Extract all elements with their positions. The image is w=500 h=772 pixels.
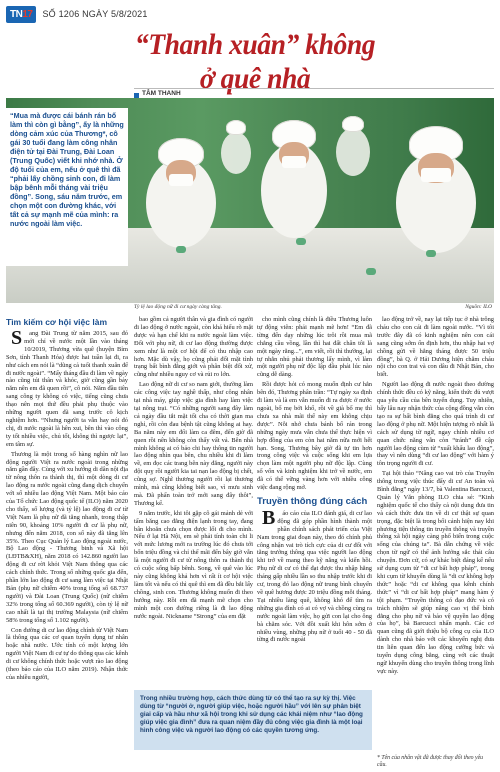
paragraph: Tại hội thảo “Nâng cao vai trò của Truyền thông trong việc thúc đẩy di cư An toàn và Bình đẳng” ngày 13/7, bà Valentina Barcucci, Quản lý Văn phòng ILO chia sẻ: “Kinh nghiệm quốc tế cho thấy cả nội dung đưa tin và cách thức đưa tin về di cư thật sự quan trọng, đặc biệt là trong bối cảnh hiện nay khi phương tiện thông tin truyền thông và truyền thông xã hội ngày càng phổ biến trong cuộc sống của chúng ta”. Bà dẫn chứng về việc chọn từ ngữ có thể ảnh hưởng sắc thái câu chuyện. Đơn cử, có sự khác biệt đáng kể nếu sử dụng cụm từ “di cư bất hợp pháp”, trong khi cụm từ khuyến dùng là “di cư không hợp thức” hoặc “di cư không qua kênh chính thức” vì “di cư bất hợp pháp” mang hàm ý tội phạm. “Truyền thông có đạo đức và có trách nhiệm sẽ giúp nâng cao vị thế bình đẳng cho phụ nữ và bảo vệ quyền lao động của họ”, bà Barcucci nhấn mạnh. Các cơ quan cũng đã giới thiệu bộ công cụ của ILO dành cho nhà báo với các khuyến nghị đưa tin liên quan đến lao động cưỡng bức và tuyển dụng công bằng, cùng với các thuật ngữ khuyến dùng cho truyền thông trong lĩnh vực này. [377,470,495,675]
section-subhead: Tìm kiếm cơ hội việc làm [6,317,107,327]
author-name: TÂM THANH [142,90,181,97]
article-column-4 [377,316,494,678]
article-column-3 [257,316,372,646]
footnote: * Tên của nhân vật đã được thay đổi theo yêu cầu. [377,755,484,768]
callout-box: Trong nhiều trường hợp, cách thức dùng từ có thể tạo ra sự kỳ thị. Việc dùng từ “người ở, người giúp việc, hoặc người hầu” với lên sự phân biệt giai cấp và hầu như xã hội trong khi sử dụng các khái niệm như “lao động giúp việc gia đình” đưa ra quan niệm đầy đủ công việc gia đình là một loại hình công việc và người lao động có các quyền tương ứng. [134,690,372,750]
paragraph: Người lao động đi nước ngoài theo đường chính thức đều có kỹ năng, kiến thức đủ vượt qua yêu cầu của bên tuyển dụng. Tuy nhiên, bấy lâu nay nhận thức của cộng đồng vẫn còn tạo ra sự bất bình đẳng cho quá trình di cư lao động ở phụ nữ. Một hiện tượng rõ nhất là cách sử dụng từ ngữ, ngay chính nhiều cơ quan chức năng vẫn còn “tránh” đề cập người lao động cùm từ “xuất khẩu lao động”, thay vì nên dùng “đi cư lao động” với hàm ý tôn trọng người đi cư. [377,381,494,468]
paragraph: Báo cáo của ILO đánh giá, di cư lao động đã góp phần hình thành một phần chính sách phát triển của Việt Nam trong giai đoạn này, theo đó chính phủ công nhận vai trò tích cực của di cư đối với tăng trưởng thông qua việc người lao động khi trở về mang theo kỹ năng và kiến hồi. Phụ nữ di cư có thể đạt được thu nhập hằng tháng gấp nhiều lần so thu nhập trước khi đi cư, trong đó lao động nữ trung bình chuyển về quê hương được 20 triệu đồng mỗi tháng. Tại nhiều làng quê, không khó để tìm ra những gia đình có ai có vợ và chồng cùng ra nước ngoài làm việc, họ gửi con lại cho ông bà chăm sóc. Với đồi xuất khi hôn sớm ở nhiều vùng, những phụ nữ ở tuổi 40 - 50 đã từng đi nước ngoài [257,506,372,644]
photo-glove [296,238,306,245]
paragraph: Con đường di cư lao động chính từ Việt Nam là thông qua các cơ quan tuyển dụng tư nhân hoặc nhà nước. Ước tính có một lượng lớn người Việt Nam đi cư tự do thông qua các kênh di cư không chính thức hoặc vượt rào lao động (theo báo cáo của ILO năm 2019). Nhận thức của nhiều người, [6,626,128,681]
paragraph: cho mình cũng chính là điều Thương luôn tự động viên: phải mạnh mẽ hơn! “Em đã từng đến dạy những lúc trôi rồi mua mã chẳng cầu vồng, lần thì hai đất chân tôi là một ngày rằng...”, em viết, rồi thì thường, lại tự nhắn nhủ phải thương lấy mình, vì làm một người phụ nữ độc lập đâu phải lúc nào cũng dễ dàng. [257,316,372,379]
page-header [6,4,148,24]
photo-glove [426,250,436,257]
intro-quote-box [6,108,128,266]
paragraph: Rồi được hỏi có mong muốn định cư hẳn bên đó, Thương phân trần: “Tự ngày xa định đi làm và là em vẫn muốn đi ra được ở nước ngoài, bố mẹ bởi khổ, rồi về già bố mẹ thì chưa xa nhà mãi thế này em không chịu được”. Nỗi nhớ chưa bánh bố rán trong những ngày mưa vẫn chưa thể thực hiện vì hợp đồng của em còn hai năm nữa mới hết hạn. Song, Thương bây giờ đã tự tin hơn trong công việc và cuộc sống khi em lựa chọn làm một người phụ nữ độc lập. Cùng số vốn và kinh nghiệm khi trở về nước, em đã có thể vững vàng hơn với nhiều công việc đang rộng mở. [257,381,372,492]
photo-worker-cap [226,120,246,135]
article-column-1 [6,316,128,684]
photo-glove [176,246,186,253]
publication-logo [6,6,36,23]
photo-worker-cap [342,116,364,132]
photo-glove [366,268,376,275]
photo-credit: Nguồn: ILO [465,304,492,310]
paragraph: 9 năm trước, khi tôi gặp cô gái mảnh dẻ với tấm băng cao đẳng điện lạnh trong tay, đang bân khoăn chưa chọn được lối đi cho mình. Nếu ở lại Hà Nội, em sẽ phải tính toàn chi li với mức lương mới ra trường lúc đó chưa tới bốn triệu đồng và chỉ thể mãi đến bây giờ vẫn là một người đi cư từ nông thôn ra thành thị có cuộc sống bấp bênh. Song, về quê vào lúc này cũng không khả hơn vì rất ít cơ hội việc làm tốt và nếu có thì quê thì em đã đều bắt lấy chồng, sinh con. Thương không muốn đi theo hướng này. Rồi em đã mạnh mẽ chọn cho mình một con đường riêng là đi lao động nước ngoài. Nickname “Strong” của em đặt [134,509,253,620]
photo-worker [221,132,251,174]
photo-worker [336,128,370,176]
paragraph: Sang Đài Trung từ năm 2015, sau đó mới chỉ về nước một lần vào tháng 10/2019, Thương vừa quê (huyện Bỉm Sơn, tỉnh Thanh Hóa) được hai tuần lại đi, ra như cách em nói là “dũng cả tuổi thanh xuân để đi nước ngoài”. “Mấy tháng đầu đi làm về ngày nào cũng túi thân và khóc, giờ cũng gần bảy năm nên em đã quen rồi”, cô nói. Năm đầu tiên sang công ty không có việc, tiếng cũng chưa thạo nên mọi thứ đều phải phụ thuộc vào những người quen đã sang trước cô kịch nghiệm hơn. “Nhưng người ta vẫn hay nói đó chị, đi nước ngoài là hên xui, bên thì vào công ty tốt nhiều việc, chủ tốt, không thì ngược lại”, em tâm sự. [6,327,129,448]
photo-worker-mask [421,168,451,182]
article-headline: “Thanh xuân” không ở quê nhà [134,28,376,95]
paragraph: Thương là một trong số hàng nghìn nữ lao động người Việt ra nước ngoài trong những năm gần đây. Cùng với xu hướng di dân nội địa từ nông thôn ra thành thị, thì một dòng di cư lao động ra nước ngoài cũng đang dịch chuyển với số nhiều lao động Việt Nam. Một báo cáo của Tổ chức Lao động quốc tế (ILO) năm 2020 cho thấy, số lượng (và tỷ lệ) lao động đi cư từ Việt Nam là phụ nữ đã tăng nhanh, trong thập niên 90, khoảng 10% người đi cư là phụ nữ, nhưng đến năm 2018, con số này đã tăng lên 35%. Theo Cục Quản lý Lao động ngoài nước, Bộ Lao động - Thương binh và Xã hội (LĐTB&XH), năm 2018 có 142.860 người lao động đi cư rời khỏi Việt Nam thông qua các cách chính thức. Trong số những quốc gia đến, phần lớn lao động đi cư sang làm việc tại Nhật Bản (phụ nữ chiếm 40% trong tổng số 68.737 người) và Đài Loan (Trung Quốc) (nữ chiếm 32% trong tổng số 60.369 người), còn tỷ lệ nữ cao nhất là tại thị trường Malaysia (nữ chiếm 58% trong tổng số 1.102 người). [6,450,128,624]
issue-info: SỐ 1206 NGÀY 5/8/2021 [42,9,148,19]
logo-accent: 17 [22,8,33,20]
paragraph: Lao động nữ di cư so nam giới, thường làm các công việc tay nghề thấp, như công nhân tại nhà máy, giúp việc gia đình hay làm việc tại nông trại. “Có những người sang đây làm cả ngày đầu tắt mặt tối cha có thời gian ma nghỉ, rồi còn đau bệnh tật cũng không ai hay. Ba năm này em đổi làm ca đêm, đến giờ đã quen rồi nên không còn thấy vất vả. Bên nhà mình không ai có bảo chi hay thông tin người lao động nhìn qua bên, chu nhiều khi đi làm về, em đọc các trang bên này đăng, người này đột quỵ rồi người kia tai nạn lao động bị chết, cũng sợ. Nghĩ thương người rồi lại thương mình, mà cũng không biết sao, vì mưu sinh mà. Đã phấn toàn trở mới sang đây thôi”, Thương kể. [134,381,253,507]
photo-caption: Tỷ lệ lao động nữ đi cư ngày càng tăng. [134,304,222,310]
photo-worker-mask [282,156,306,168]
section-subhead: Truyền thông đúng cách [257,495,368,507]
article-column-2 [134,316,253,622]
photo-worker-mask [169,174,193,186]
logo-main: TN [10,8,23,20]
intro-quote: “Mua mà được cái bánh rán bố làm thì còn gì bằng”, ấy là những dòng cảm xúc của Thương*, cô gái 30 tuổi đang làm công nhân điện tử tại Đài Trung, Đài Loan (Trung Quốc) viết khi nhớ nhà. Ở độ tuổi của em, nếu ở quê thì đã “phải lấy chồng sinh con, đi làm bập bênh mỗi tháng vài triệu đồng”. Song, sáu năm trước, em chọn một con đường khác, với tất cả sự mạnh mẽ của mình: ra nước ngoài làm việc. [10,111,124,228]
paragraph: lao động trở về, nay lại tiếp tục ở nhà trông cháu cho con cái đi làm ngoài nước. “Vì tôi trước đây đã có kinh nghiệm nên con cái sang cũng sớm ổn định hơn, thu nhập hai vợ chồng gửi về hằng tháng được 50 triệu đồng”, bà Q. ở Hải Dương hiện chăm cháu nội cho con trai và con dâu đi Nhật Bản, cho biết. [377,316,494,379]
paragraph: bao gồm cả người thân và gia đình có người đi lao động ở nước ngoài, còn khá hiểu rõ mặt được và hạn chế khi ra nước ngoài làm việc. Đối với phụ nữ, di cư lao động thường được xem như là một cơ hội để có thu nhập cao hơn. Mặc dù vậy, họ cũng phải đối mặt tình trạng bất bình đẳng giới và phân biệt đối xử, cũng như nhiều nguy cơ và rủi ro lớn. [134,316,253,379]
